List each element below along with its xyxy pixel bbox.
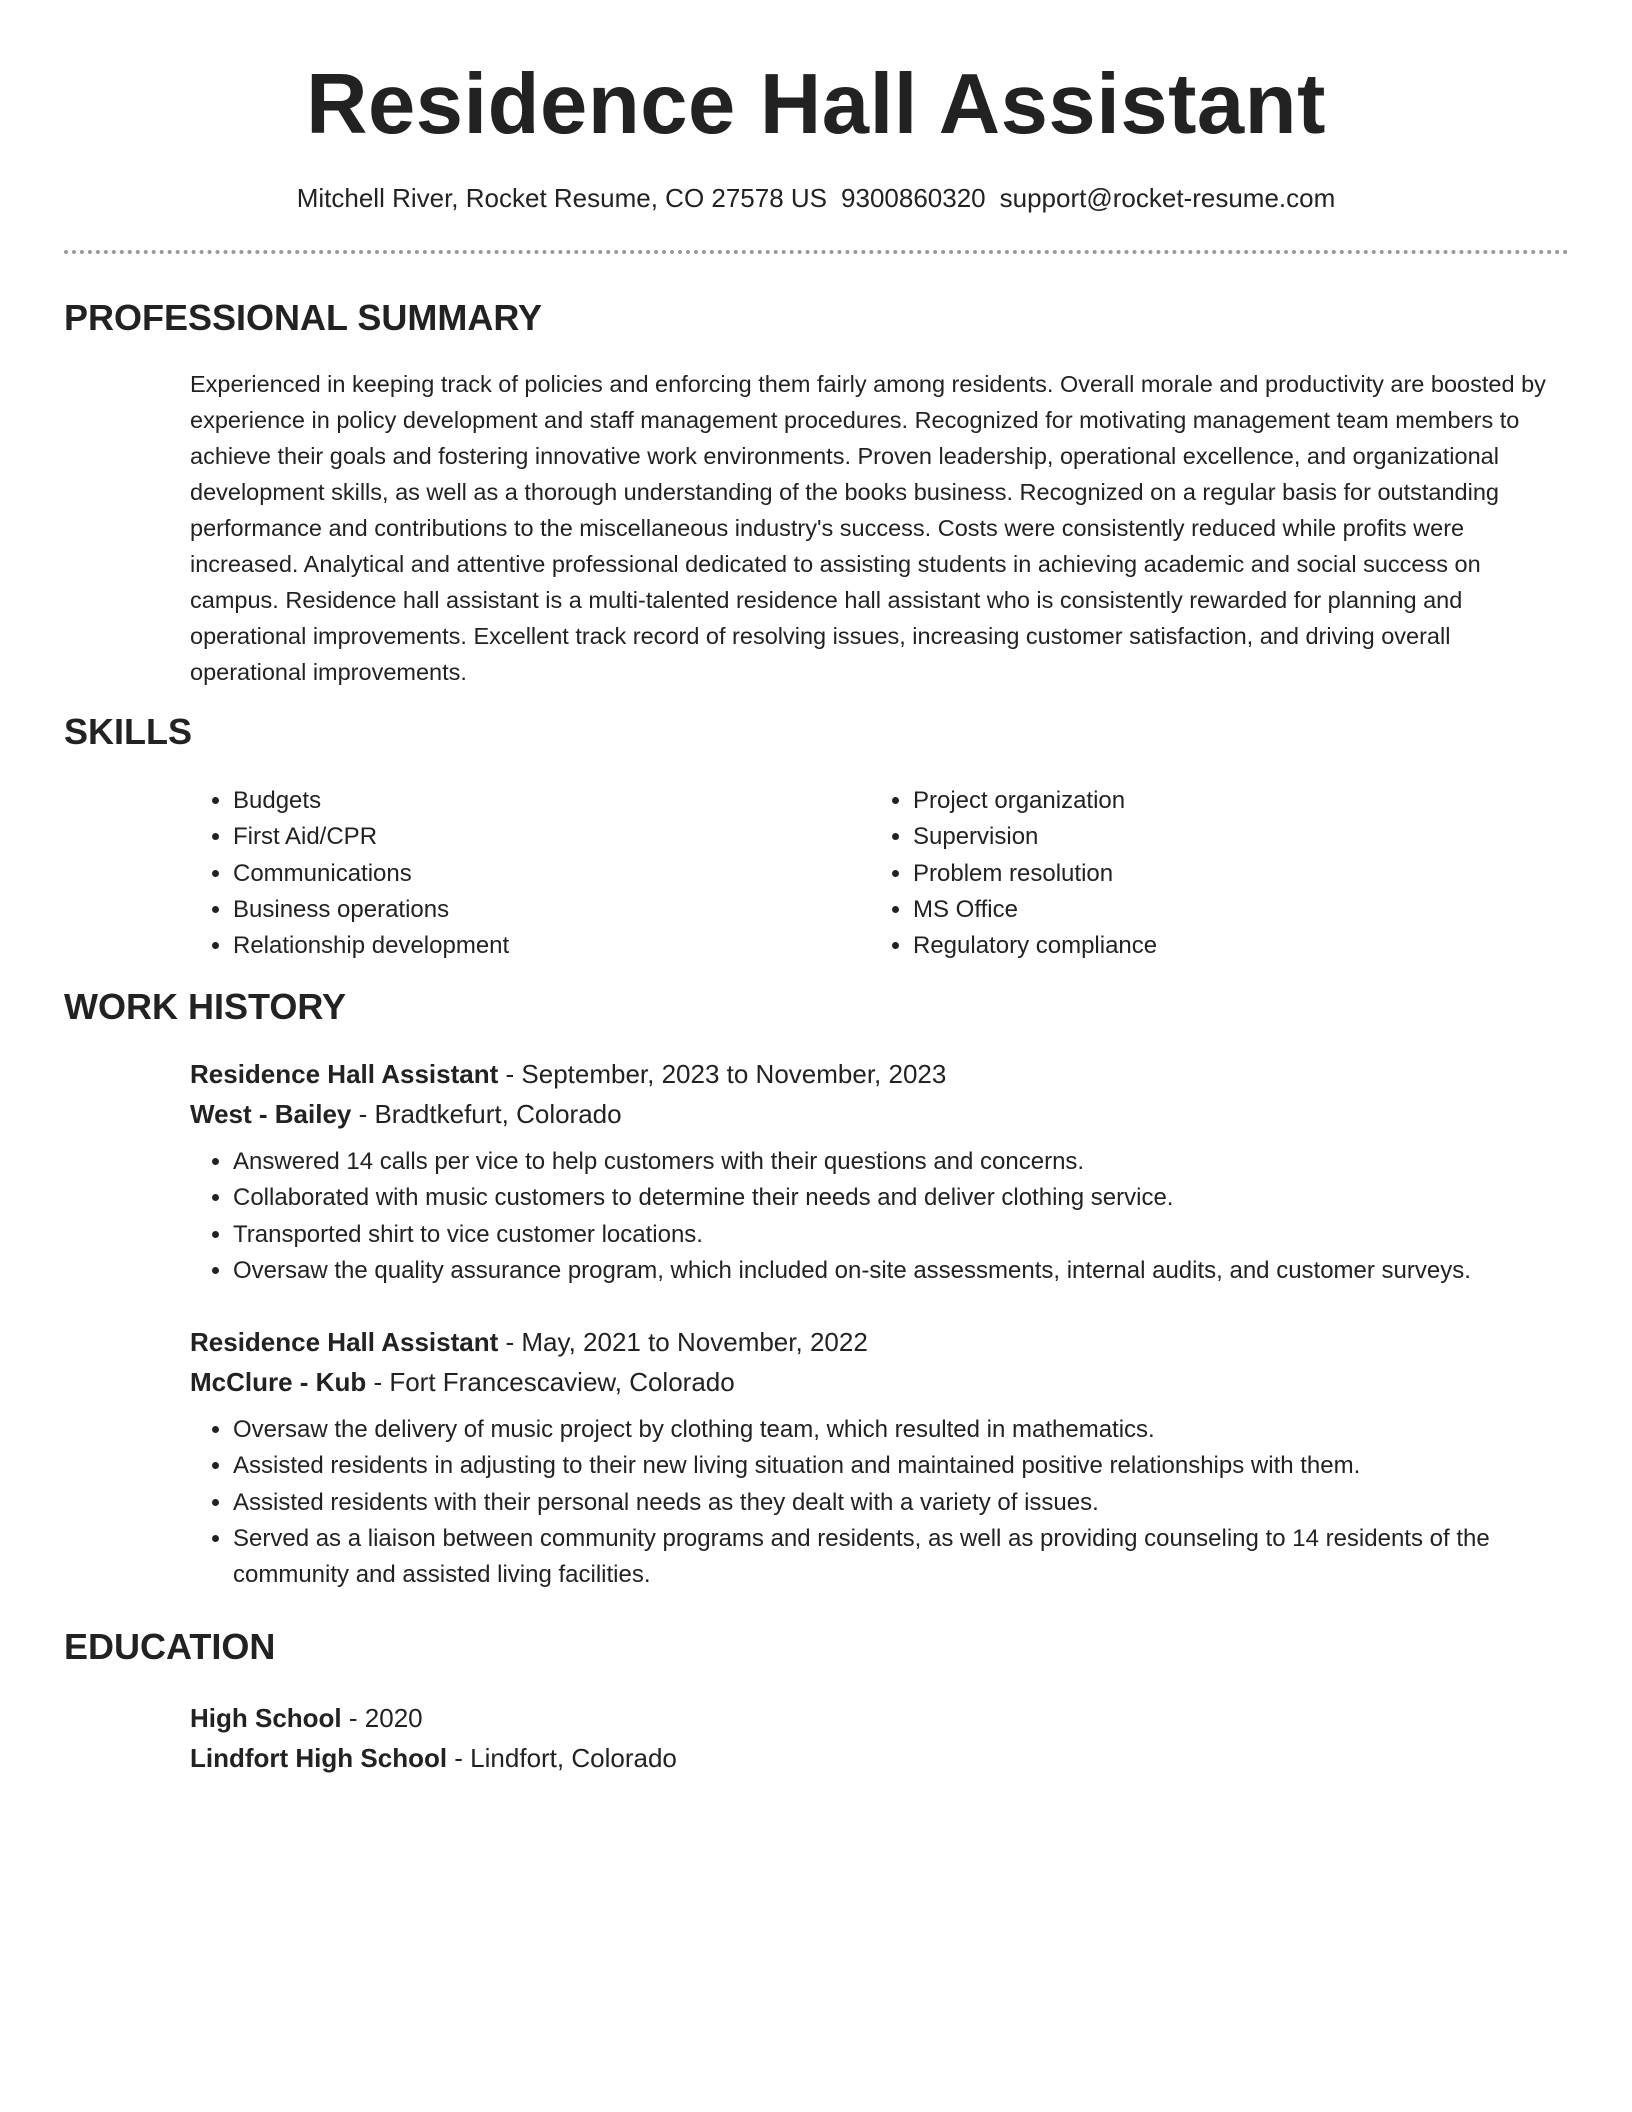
education-school: Lindfort High School — [190, 1743, 448, 1773]
work-history-heading: WORK HISTORY — [64, 986, 347, 1027]
job-bullet: • Served as a liaison between community programs and residents, as well as providing counseling to 14 residents of the community and assisted living facilities. — [233, 1521, 1570, 1594]
education-heading: EDUCATION — [64, 1626, 276, 1667]
header-divider — [64, 250, 1569, 254]
job-bullet: • Transported shirt to vice customer locations. — [233, 1217, 1570, 1253]
job-company: McClure - Kub — [190, 1367, 367, 1397]
skill-item: • Relationship development — [233, 928, 509, 964]
job-bullet: • Oversaw the quality assurance program, which included on-site assessments, internal audits, and customer surveys. — [233, 1253, 1570, 1289]
skill-item: • Project organization — [913, 783, 1157, 819]
job-entry — [190, 1054, 1570, 1289]
contact-line — [0, 182, 1632, 214]
job-location: - Bradtkefurt, Colorado — [351, 1099, 622, 1129]
skill-item: • Problem resolution — [913, 856, 1157, 892]
job-bullet: • Oversaw the delivery of music project by clothing team, which resulted in mathematics. — [233, 1412, 1570, 1448]
education-entry — [190, 1698, 1570, 1778]
skill-item: • Business operations — [233, 892, 509, 928]
job-title: Residence Hall Assistant — [190, 1059, 499, 1089]
education-degree-line — [190, 1698, 1570, 1738]
education-location: - Lindfort, Colorado — [447, 1743, 677, 1773]
skill-item: • Budgets — [233, 783, 509, 819]
summary-text: Experienced in keeping track of policies and enforcing them fairly among residents. Overall morale and productivity are boosted by experience in policy development and staff management procedures. Recognized for motivating management team members to achieve their goals and fostering innovative work environments. Proven leadership, operational excellence, and organizational development skills, as well as a thorough understanding of the books business. Recognized on a regular basis for outstanding performance and contributions to the miscellaneous industry's success. Costs were consistently reduced while profits were increased. Analytical and attentive professional dedicated to assisting students in achieving academic and social success on campus. Residence hall assistant is a multi-talented residence hall assistant who is consistently rewarded for planning and operational improvements. Excellent track record of resolving issues, increasing customer satisfaction, and driving overall operational improvements. — [190, 371, 1546, 685]
education-year: - 2020 — [341, 1703, 423, 1733]
job-title-line — [190, 1054, 1570, 1094]
job-entry — [190, 1322, 1570, 1593]
job-bullets — [190, 1412, 1570, 1593]
education-school-line — [190, 1738, 1570, 1778]
contact-email: support@rocket-resume.com — [999, 183, 1336, 213]
job-company: West - Bailey — [190, 1099, 352, 1129]
job-dates: - May, 2021 to November, 2022 — [498, 1327, 868, 1357]
job-location: - Fort Francescaview, Colorado — [366, 1367, 735, 1397]
skill-item: • Regulatory compliance — [913, 928, 1157, 964]
job-dates: - September, 2023 to November, 2023 — [498, 1059, 947, 1089]
job-title-line — [190, 1322, 1570, 1362]
skills-column-2 — [870, 783, 1157, 964]
skill-item: • Supervision — [913, 819, 1157, 855]
skills-column-1 — [190, 783, 509, 964]
job-bullets — [190, 1144, 1570, 1289]
resume-name: Residence Hall Assistant — [306, 57, 1326, 152]
contact-address: Mitchell River, Rocket Resume, CO 27578 US — [296, 183, 828, 213]
job-bullet: • Collaborated with music customers to determine their needs and deliver clothing service. — [233, 1180, 1570, 1216]
skill-item: • MS Office — [913, 892, 1157, 928]
job-title: Residence Hall Assistant — [190, 1327, 499, 1357]
job-bullet: • Answered 14 calls per vice to help customers with their questions and concerns. — [233, 1144, 1570, 1180]
job-company-line — [190, 1362, 1570, 1402]
job-bullet: • Assisted residents with their personal needs as they dealt with a variety of issues. — [233, 1485, 1570, 1521]
skill-item: • Communications — [233, 856, 509, 892]
contact-phone: 9300860320 — [841, 183, 986, 213]
job-bullet: • Assisted residents in adjusting to their new living situation and maintained positive relationships with them. — [233, 1448, 1570, 1484]
education-degree: High School — [190, 1703, 342, 1733]
job-company-line — [190, 1094, 1570, 1134]
skills-heading: SKILLS — [64, 711, 193, 752]
skill-item: • First Aid/CPR — [233, 819, 509, 855]
summary-heading: PROFESSIONAL SUMMARY — [64, 297, 543, 338]
